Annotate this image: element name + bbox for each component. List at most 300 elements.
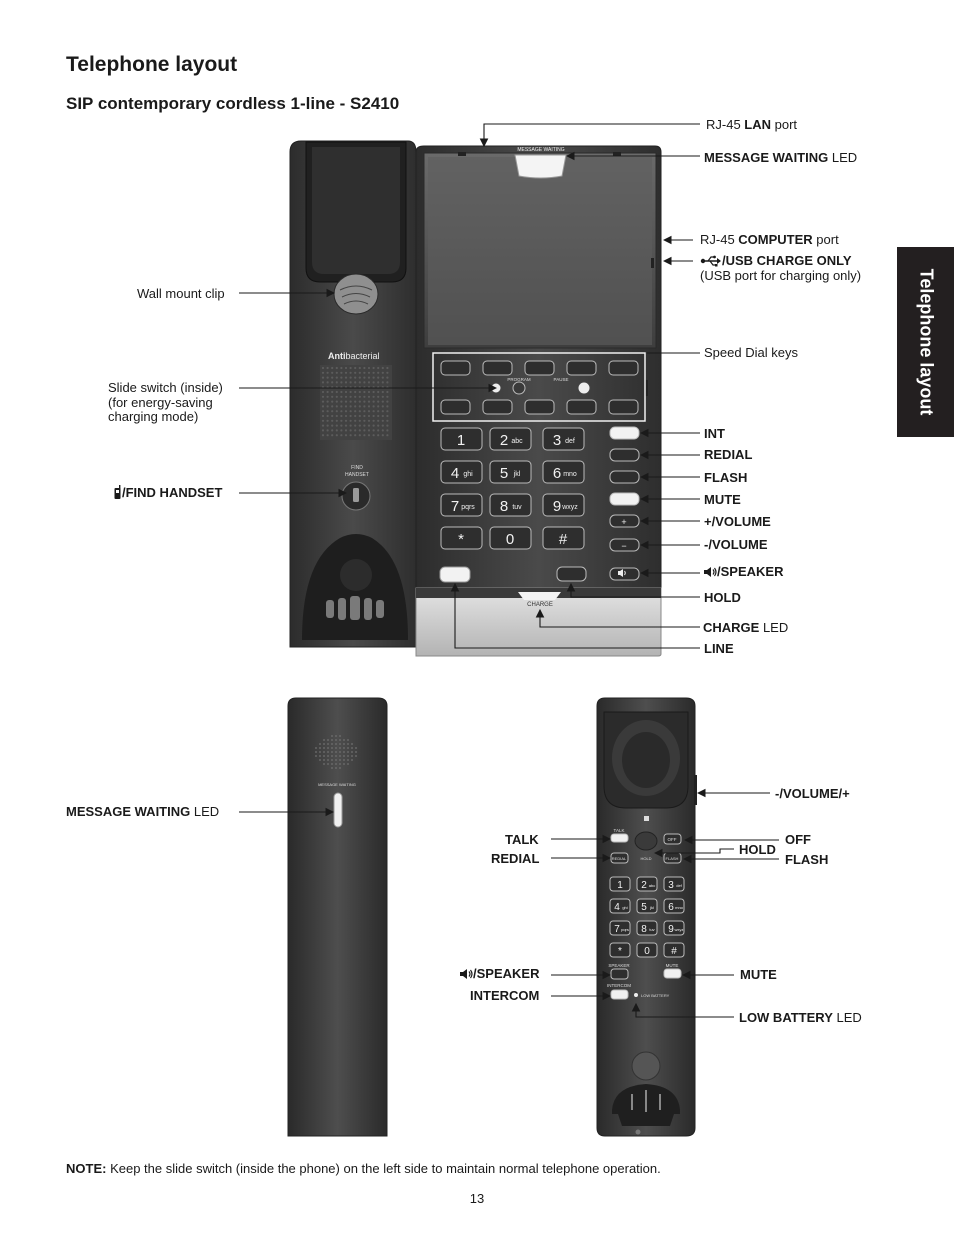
label-charge-led: CHARGE LED	[703, 620, 789, 635]
grill-hole	[322, 391, 324, 393]
grill-hole	[331, 434, 333, 436]
grill-hole	[386, 405, 388, 407]
grill-hole	[363, 391, 365, 393]
grill-hole	[354, 429, 356, 431]
grill-hole	[368, 425, 370, 427]
handset-grill-hole	[351, 751, 353, 753]
grill-hole	[336, 405, 338, 407]
grill-hole	[363, 420, 365, 422]
grill-hole	[340, 410, 342, 412]
speaker-icon	[459, 968, 473, 980]
program-print: PROGRAM	[507, 377, 531, 382]
grill-hole	[359, 415, 361, 417]
label-flash: FLASH	[704, 470, 748, 485]
handset-grill-hole	[335, 747, 337, 749]
handset-grill-hole	[351, 747, 353, 749]
grill-hole	[386, 367, 388, 369]
hs-redial-print: REDIAL	[611, 856, 627, 861]
keypad-key-3[interactable]	[543, 428, 584, 450]
grill-hole	[340, 396, 342, 398]
keypad-letters: tuv	[512, 504, 522, 511]
speed-dial-key-bottom-4[interactable]	[567, 400, 596, 414]
grill-hole	[354, 410, 356, 412]
keypad-key-4[interactable]	[441, 461, 482, 483]
hs-speaker-button[interactable]	[611, 969, 628, 979]
volume-down-print: −	[621, 541, 627, 551]
hs-keypad-letters: abc	[648, 883, 656, 888]
grill-hole	[336, 415, 338, 417]
grill-hole	[340, 420, 342, 422]
grill-hole	[382, 391, 384, 393]
speed-dial-key-top-2[interactable]	[483, 361, 512, 375]
handset-grill-hole	[343, 759, 345, 761]
handset-grill-hole	[347, 739, 349, 741]
grill-hole	[359, 401, 361, 403]
grill-hole	[373, 372, 375, 374]
grill-hole	[359, 381, 361, 383]
label-mute: MUTE	[704, 492, 741, 507]
grill-hole	[382, 405, 384, 407]
handset-grill-hole	[335, 767, 337, 769]
keypad-letters: pqrs	[461, 504, 475, 511]
grill-hole	[322, 367, 324, 369]
grill-hole	[345, 391, 347, 393]
grill-hole	[373, 405, 375, 407]
grill-hole	[340, 401, 342, 403]
charge-print: CHARGE	[527, 602, 553, 608]
keypad-digit: 7	[450, 498, 460, 515]
grill-hole	[345, 377, 347, 379]
grill-hole	[336, 372, 338, 374]
grill-hole	[345, 434, 347, 436]
grill-hole	[354, 391, 356, 393]
handset-grill-hole	[323, 739, 325, 741]
grill-hole	[373, 425, 375, 427]
keypad-digit: 8	[499, 498, 509, 515]
handset-grill-hole	[323, 755, 325, 757]
grill-hole	[350, 405, 352, 407]
grill-hole	[377, 434, 379, 436]
grill-hole	[359, 410, 361, 412]
grill-hole	[373, 396, 375, 398]
grill-hole	[377, 410, 379, 412]
grill-hole	[345, 367, 347, 369]
grill-hole	[359, 405, 361, 407]
grill-hole	[377, 396, 379, 398]
grill-hole	[350, 420, 352, 422]
hs-nav-key[interactable]	[635, 832, 657, 850]
grill-hole	[373, 381, 375, 383]
grill-hole	[340, 405, 342, 407]
grill-hole	[363, 367, 365, 369]
handset-grill-hole	[327, 759, 329, 761]
find-label-1: FIND	[351, 465, 363, 471]
keypad-letters: jkl	[513, 471, 521, 478]
page-number: 13	[469, 1191, 485, 1206]
handset-grill-hole	[339, 751, 341, 753]
grill-hole	[354, 401, 356, 403]
grill-hole	[382, 425, 384, 427]
label-handset-mute: MUTE	[740, 967, 777, 982]
label-rj45-computer: RJ-45 COMPUTER port	[700, 232, 839, 247]
grill-hole	[350, 391, 352, 393]
grill-hole	[350, 372, 352, 374]
hs-keypad-letters: jkl	[650, 905, 654, 910]
grill-hole	[340, 434, 342, 436]
grill-hole	[345, 381, 347, 383]
base-unit	[290, 141, 661, 656]
grill-hole	[322, 425, 324, 427]
label-speed-dial: Speed Dial keys	[704, 345, 798, 360]
label-handset-speaker: /SPEAKER	[459, 966, 539, 981]
hs-keypad-digit: 2	[641, 880, 647, 891]
handset-grill-hole	[335, 751, 337, 753]
grill-hole	[327, 415, 329, 417]
speaker-icon	[703, 566, 717, 578]
grill-hole	[354, 381, 356, 383]
handset-grill-hole	[339, 767, 341, 769]
speed-dial-key-bottom-3[interactable]	[525, 400, 554, 414]
handset-grill-hole	[327, 755, 329, 757]
grill-hole	[386, 372, 388, 374]
handset-grill-hole	[315, 747, 317, 749]
hs-keypad-letters: tuv	[649, 927, 655, 932]
label-handset-off: OFF	[785, 832, 811, 847]
grill-hole	[368, 415, 370, 417]
hs-keypad-letters: pqrs	[621, 927, 629, 932]
int-button[interactable]	[610, 427, 639, 439]
grill-hole	[327, 429, 329, 431]
grill-hole	[327, 405, 329, 407]
handset-grill-hole	[343, 747, 345, 749]
grill-hole	[327, 425, 329, 427]
handset-grill-hole	[339, 739, 341, 741]
grill-hole	[354, 405, 356, 407]
grill-hole	[368, 401, 370, 403]
grill-hole	[359, 434, 361, 436]
speed-dial-key-top-5[interactable]	[609, 361, 638, 375]
grill-hole	[363, 425, 365, 427]
grill-hole	[331, 391, 333, 393]
keypad-digit: 0	[505, 531, 515, 548]
hs-keypad-digit: 8	[641, 924, 647, 935]
grill-hole	[345, 405, 347, 407]
label-handset-message-waiting: MESSAGE WAITING LED	[66, 804, 220, 819]
hs-intercom-button[interactable]	[611, 990, 628, 999]
keypad-letters: abc	[511, 438, 523, 445]
handset-grill-hole	[335, 759, 337, 761]
grill-hole	[336, 377, 338, 379]
hs-talk-print: TALK	[613, 828, 625, 833]
grill-hole	[327, 396, 329, 398]
message-waiting-led	[515, 155, 566, 178]
grill-hole	[331, 377, 333, 379]
hs-keypad-digit: #	[671, 946, 677, 957]
handset-grill-hole	[339, 747, 341, 749]
grill-hole	[386, 377, 388, 379]
handset-grill-hole	[339, 763, 341, 765]
grill-hole	[322, 372, 324, 374]
grill-hole	[368, 429, 370, 431]
handset-grill-hole	[343, 755, 345, 757]
grill-hole	[368, 410, 370, 412]
program-button[interactable]	[513, 382, 525, 394]
hs-keypad-letters: mno	[675, 905, 683, 910]
grill-hole	[340, 429, 342, 431]
grill-hole	[363, 405, 365, 407]
grill-hole	[368, 396, 370, 398]
grill-hole	[373, 429, 375, 431]
handset-grill-hole	[335, 755, 337, 757]
grill-hole	[386, 429, 388, 431]
flash-button[interactable]	[610, 471, 639, 483]
speaker-button[interactable]	[610, 568, 639, 580]
grill-hole	[354, 372, 356, 374]
grill-hole	[368, 434, 370, 436]
grill-hole	[354, 425, 356, 427]
grill-hole	[382, 367, 384, 369]
grill-hole	[363, 401, 365, 403]
keypad-digit: 1	[456, 432, 466, 449]
speed-dial-key-bottom-2[interactable]	[483, 400, 512, 414]
grill-hole	[363, 410, 365, 412]
grill-hole	[327, 377, 329, 379]
label-handset-low-battery: LOW BATTERY LED	[739, 1010, 862, 1025]
grill-hole	[359, 429, 361, 431]
label-usb: /USB CHARGE ONLY	[700, 253, 852, 268]
grill-hole	[336, 391, 338, 393]
hs-keypad-letters: wxyz	[674, 927, 684, 932]
handset-grill-hole	[335, 763, 337, 765]
grill-hole	[386, 410, 388, 412]
grill-hole	[363, 415, 365, 417]
grill-hole	[322, 405, 324, 407]
grill-hole	[368, 405, 370, 407]
grill-hole	[336, 381, 338, 383]
hs-keypad-digit: 6	[668, 902, 674, 913]
grill-hole	[354, 377, 356, 379]
label-handset-redial: REDIAL	[491, 851, 540, 866]
grill-hole	[331, 410, 333, 412]
grill-hole	[336, 434, 338, 436]
speed-dial-key-top-1[interactable]	[441, 361, 470, 375]
grill-hole	[382, 401, 384, 403]
grill-hole	[354, 415, 356, 417]
mute-button[interactable]	[610, 493, 639, 505]
grill-hole	[336, 401, 338, 403]
keypad-letters: wxyz	[562, 504, 578, 511]
handset-grill-hole	[351, 743, 353, 745]
grill-hole	[327, 434, 329, 436]
hs-flash-print: FLASH	[665, 856, 679, 861]
handset-grill-hole	[335, 735, 337, 737]
grill-hole	[386, 434, 388, 436]
grill-hole	[368, 377, 370, 379]
hs-low-battery-print: LOW BATTERY	[641, 993, 670, 998]
grill-hole	[359, 425, 361, 427]
grill-hole	[350, 425, 352, 427]
grill-hole	[386, 401, 388, 403]
label-slide-3: charging mode)	[108, 409, 199, 424]
grill-hole	[382, 434, 384, 436]
grill-hole	[345, 396, 347, 398]
keypad-digit: 3	[552, 432, 562, 449]
speed-dial-key-bottom-1[interactable]	[441, 400, 470, 414]
grill-hole	[327, 381, 329, 383]
hs-keypad-digit: 3	[668, 880, 674, 891]
keypad-digit: 9	[552, 498, 562, 515]
find-handset-button[interactable]	[353, 488, 359, 502]
grill-hole	[377, 381, 379, 383]
grill-hole	[363, 434, 365, 436]
handset-grill-hole	[331, 767, 333, 769]
grill-hole	[322, 415, 324, 417]
grill-hole	[350, 381, 352, 383]
grill-hole	[359, 367, 361, 369]
hs-mute-button[interactable]	[664, 969, 681, 978]
grill-hole	[331, 425, 333, 427]
grill-hole	[331, 405, 333, 407]
keypad-digit: *	[458, 531, 464, 548]
grill-hole	[363, 396, 365, 398]
hold-button[interactable]	[557, 567, 586, 581]
grill-hole	[350, 429, 352, 431]
handset-grill-hole	[331, 747, 333, 749]
grill-hole	[327, 367, 329, 369]
find-label-2: HANDSET	[345, 472, 369, 478]
page-title: Telephone layout	[66, 53, 238, 76]
usb-icon	[700, 255, 722, 267]
grill-hole	[322, 377, 324, 379]
grill-hole	[386, 396, 388, 398]
handset-grill-hole	[319, 747, 321, 749]
grill-hole	[373, 367, 375, 369]
handset-front	[597, 698, 697, 1136]
hs-keypad-digit: 1	[617, 880, 623, 891]
grill-hole	[322, 381, 324, 383]
hs-keypad-digit: 5	[641, 902, 647, 913]
grill-hole	[382, 415, 384, 417]
handset-grill-hole	[327, 747, 329, 749]
grill-hole	[373, 391, 375, 393]
handset-grill-hole	[347, 763, 349, 765]
grill-hole	[363, 377, 365, 379]
hs-keypad-key-5[interactable]	[637, 899, 657, 913]
handset-grill-hole	[331, 763, 333, 765]
pause-button[interactable]	[578, 382, 590, 394]
label-handset-intercom: INTERCOM	[470, 988, 540, 1003]
grill-hole	[345, 429, 347, 431]
grill-hole	[340, 425, 342, 427]
grill-hole	[377, 391, 379, 393]
speed-dial-key-top-4[interactable]	[567, 361, 596, 375]
grill-hole	[386, 415, 388, 417]
grill-hole	[350, 367, 352, 369]
keypad-letters: ghi	[463, 471, 473, 478]
charge-led	[518, 592, 561, 600]
keypad-digit: 4	[450, 465, 460, 482]
handset-grill-hole	[323, 747, 325, 749]
grill-hole	[336, 425, 338, 427]
grill-hole	[345, 415, 347, 417]
grill-hole	[377, 372, 379, 374]
grill-hole	[322, 396, 324, 398]
grill-hole	[336, 429, 338, 431]
grill-hole	[340, 381, 342, 383]
hs-hold-print: HOLD	[640, 856, 652, 861]
grill-hole	[322, 429, 324, 431]
grill-hole	[382, 410, 384, 412]
speed-dial-key-bottom-5[interactable]	[609, 400, 638, 414]
hs-mute-print: MUTE	[665, 963, 679, 968]
note: NOTE: Keep the slide switch (inside the phone) on the left side to maintain normal telephone operation.	[66, 1161, 661, 1176]
grill-hole	[359, 396, 361, 398]
label-slide-2: (for energy-saving	[108, 395, 213, 410]
grill-hole	[377, 377, 379, 379]
grill-hole	[327, 401, 329, 403]
grill-hole	[331, 367, 333, 369]
grill-hole	[386, 391, 388, 393]
label-message-waiting-led: MESSAGE WAITING LED	[704, 150, 858, 165]
line-button[interactable]	[440, 567, 470, 582]
grill-hole	[350, 434, 352, 436]
handset-grill-hole	[331, 755, 333, 757]
hs-keypad-digit: 7	[614, 924, 620, 935]
grill-hole	[368, 367, 370, 369]
handset-grill-hole	[327, 763, 329, 765]
keypad-key-5[interactable]	[490, 461, 531, 483]
handset-grill-hole	[351, 755, 353, 757]
label-wall-mount: Wall mount clip	[137, 286, 225, 301]
grill-hole	[377, 425, 379, 427]
grill-hole	[354, 367, 356, 369]
grill-hole	[331, 381, 333, 383]
hs-talk-button[interactable]	[611, 834, 628, 842]
hs-keypad-digit: *	[618, 946, 622, 957]
grill-hole	[382, 420, 384, 422]
label-handset-volume: -/VOLUME/+	[775, 786, 850, 801]
redial-button[interactable]	[610, 449, 639, 461]
grill-hole	[350, 401, 352, 403]
antibacterial-bold: Anti	[328, 351, 346, 361]
handset-grill-hole	[335, 739, 337, 741]
grill-hole	[382, 372, 384, 374]
grill-hole	[382, 396, 384, 398]
keypad-key-8[interactable]	[490, 494, 531, 516]
grill-hole	[386, 381, 388, 383]
speed-dial-key-top-3[interactable]	[525, 361, 554, 375]
grill-hole	[340, 391, 342, 393]
grill-hole	[340, 415, 342, 417]
keypad-digit: 2	[499, 432, 509, 449]
handset-grill-hole	[331, 743, 333, 745]
handset-grill-hole	[319, 743, 321, 745]
grill-hole	[322, 420, 324, 422]
grill-hole	[322, 410, 324, 412]
grill-hole	[363, 381, 365, 383]
handset-grill-hole	[331, 759, 333, 761]
grill-hole	[345, 425, 347, 427]
handset-grill-hole	[339, 759, 341, 761]
label-line: LINE	[704, 641, 734, 656]
handset-icon	[113, 485, 122, 500]
message-waiting-print: MESSAGE WAITING	[517, 147, 565, 153]
grill-hole	[340, 372, 342, 374]
grill-hole	[345, 401, 347, 403]
handset-grill-hole	[347, 747, 349, 749]
keypad-letters: def	[565, 438, 575, 445]
grill-hole	[368, 391, 370, 393]
